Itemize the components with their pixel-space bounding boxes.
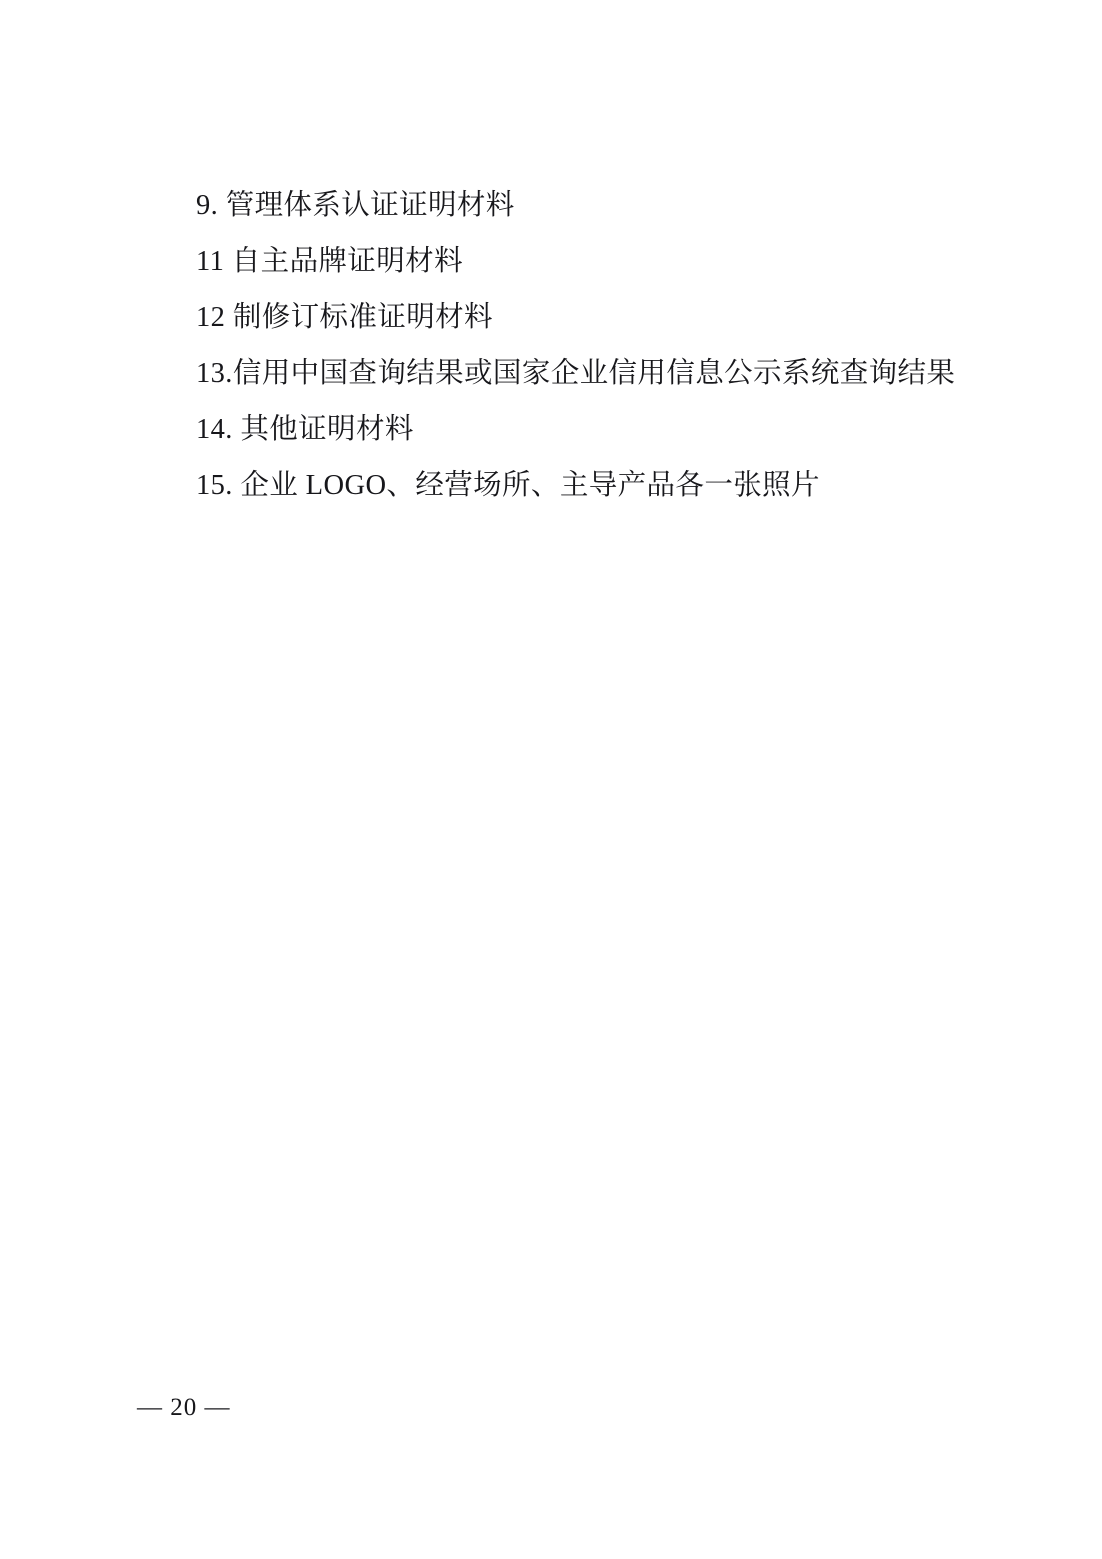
list-item: 15. 企业 LOGO、经营场所、主导产品各一张照片 [196, 470, 820, 501]
list-item: 13.信用中国查询结果或国家企业信用信息公示系统查询结果 [196, 358, 956, 389]
page-footer [137, 1392, 967, 1424]
document-body [196, 178, 1006, 514]
list-item: 12 制修订标准证明材料 [196, 302, 493, 333]
page-number: — 20 — [137, 1394, 231, 1421]
list-item: 11 自主品牌证明材料 [196, 246, 463, 277]
list-item: 14. 其他证明材料 [196, 414, 414, 445]
list-item: 9. 管理体系认证证明材料 [196, 190, 515, 221]
